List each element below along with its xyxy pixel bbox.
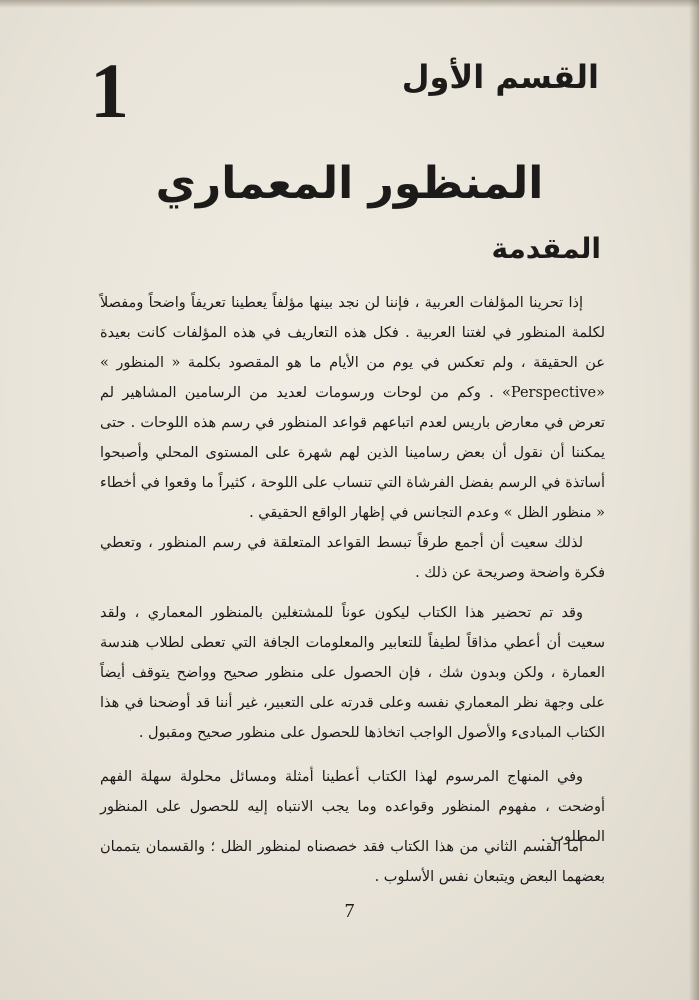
page-title: المنظور المعماري <box>155 158 544 209</box>
section-label: القسم الأول <box>401 58 599 96</box>
page-shadow-right <box>689 0 699 1000</box>
body-paragraph-2 <box>100 528 605 588</box>
paragraph-text: وفي المنهاج المرسوم لهذا الكتاب أعطينا أمثلة ومسائل محلولة سهلة الفهم أوضحت ، مفهوم المنظور وقواعده وما يجب الانتباه إليه للحصول على المنظور المطلوب . <box>100 769 605 845</box>
body-paragraph-5 <box>100 832 605 892</box>
paragraph-text: إذا تحرينا المؤلفات العربية ، فإننا لن نجد بينها مؤلفاً يعطينا تعريفاً واضحاً ومفصلاً لكلمة المنظور في لغتنا العربية . فكل هذه التعاريف في هذه المؤلفات كانت بعيدة عن الحقيقة ، ولم تعكس في يوم من الأيام ما هو المقصود بكلمة « المنظور » «Perspective» . وكم من لوحات ورسومات لعديد من الرسامين المشاهير لم تعرض في معارض باريس لعدم اتباعهم قواعد المنظور في رسم هذه اللوحات . حتى يمكننا أن نقول أن بعض رسامينا الذين لهم شهرة على المستوى المحلي وأصبحوا أساتذة في الرسم بفضل الفرشاة التي تنساب على اللوحة ، كثيراً ما وقعوا في أخطاء « منظور الظل » وعدم التجانس في إظهار الواقع الحقيقي . <box>100 295 605 521</box>
section-heading: المقدمة <box>491 232 601 265</box>
page-shadow-top <box>0 0 699 8</box>
chapter-number: 1 <box>90 47 129 134</box>
paragraph-text: وقد تم تحضير هذا الكتاب ليكون عوناً للمشتغلين بالمنظور المعماري ، ولقد سعيت أن أعطي مذاقاً لطيفاً للتعابير والمعلومات الجافة التي تعطى لطلاب هندسة العمارة ، ولكن وبدون شك ، فإن الحصول على منظور صحيح وواضح يتوقف أيضاً على وجهة نظر المعماري نفسه وعلى قدرته على التعبير، غير أننا قد أوضحنا في هذا الكتاب المبادىء والأصول الواجب اتخاذها للحصول على منظور صحيح ومقبول . <box>100 605 605 741</box>
body-paragraph-1 <box>100 288 605 528</box>
paragraph-text: لذلك سعيت أن أجمع طرقاً تبسط القواعد المتعلقة في رسم المنظور ، وتعطي فكرة واضحة وصريحة عن ذلك . <box>100 535 605 581</box>
body-paragraph-3 <box>100 598 605 748</box>
paragraph-text: أما القسم الثاني من هذا الكتاب فقد خصصناه لمنظور الظل ؛ والقسمان يتممان بعضهما البعض ويتبعان نفس الأسلوب . <box>100 839 605 885</box>
page-number: 7 <box>344 900 355 922</box>
